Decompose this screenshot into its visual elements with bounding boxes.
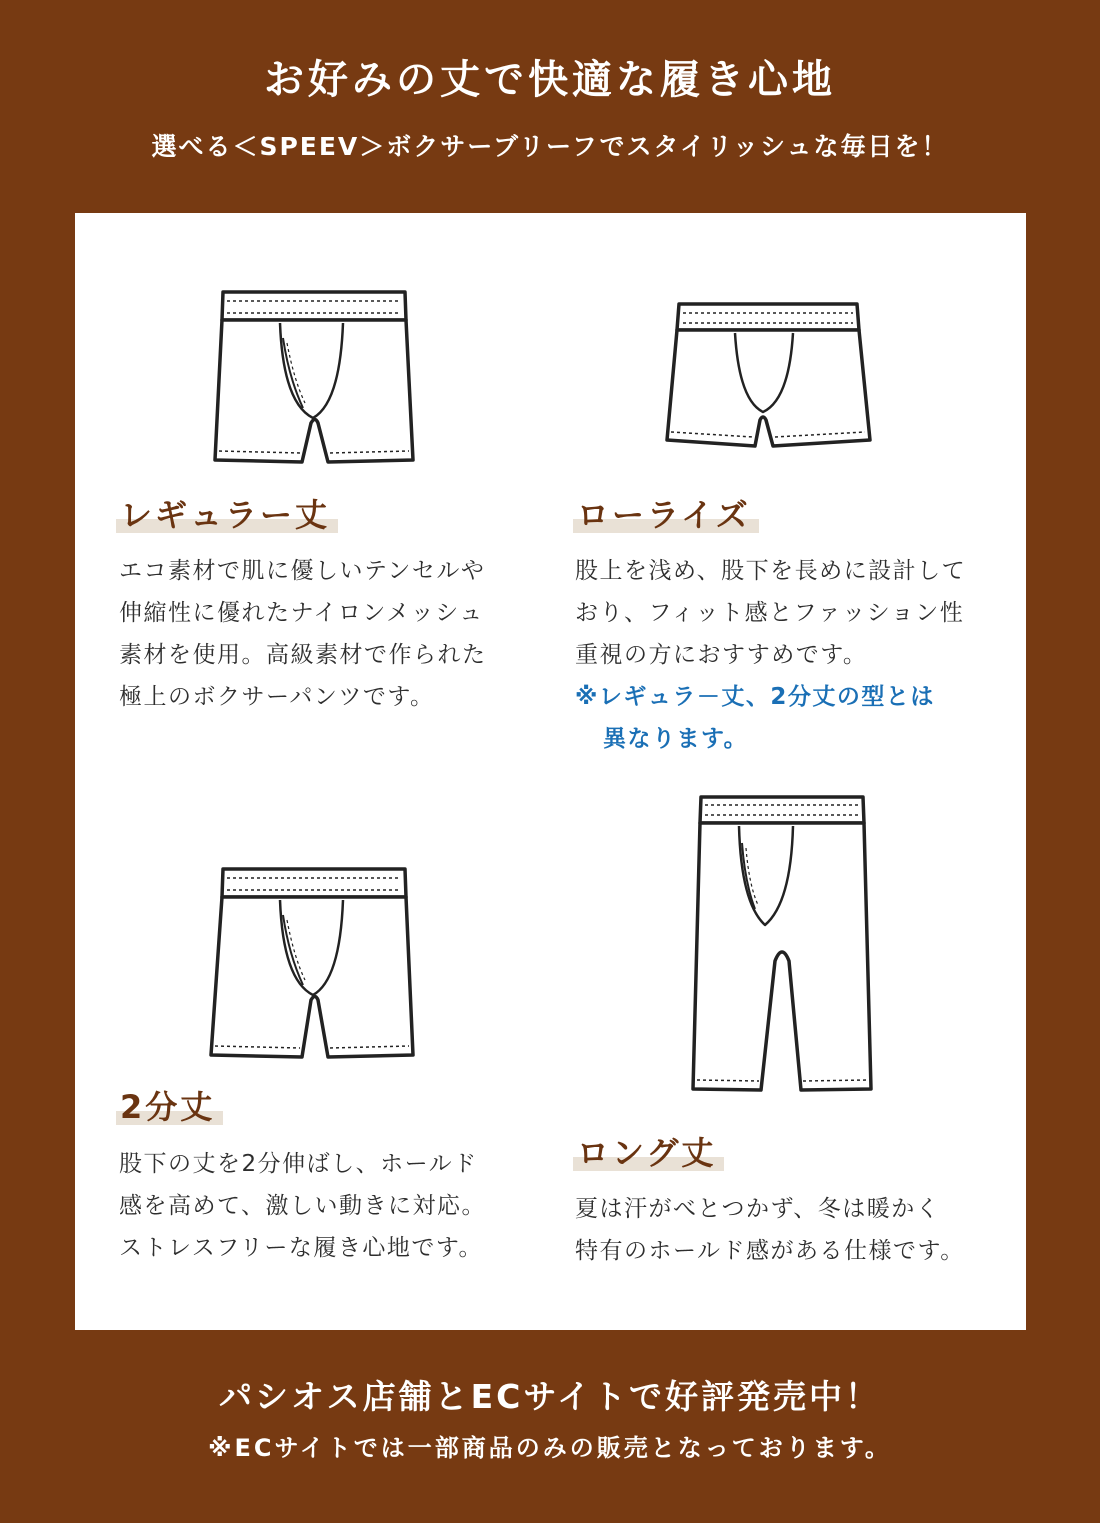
low-rise-heading xyxy=(577,493,751,537)
description-line: おり、フィット感とファッション性 xyxy=(575,600,965,626)
description-line: 夏は汗がべとつかず、冬は暖かく xyxy=(575,1196,941,1222)
regular-length-boxer-illustration xyxy=(205,288,415,468)
heading-text: 2分丈 xyxy=(120,1088,216,1126)
two-bun-length-description xyxy=(119,1143,486,1269)
description-line: 股上を浅め、股下を長めに設計して xyxy=(575,558,967,584)
regular-length-description xyxy=(119,550,487,718)
footer-note: ※ECサイトでは一部商品のみの販売となっております。 xyxy=(208,1434,892,1462)
description-line: ストレスフリーな履き心地です。 xyxy=(119,1235,484,1261)
description-line: エコ素材で肌に優しいテンセルや xyxy=(119,558,486,584)
heading-text: レギュラー丈 xyxy=(120,496,331,534)
long-length-description xyxy=(575,1188,965,1272)
heading-text: ロング丈 xyxy=(577,1134,717,1172)
description-line: 感を高めて、激しい動きに対応。 xyxy=(119,1193,487,1219)
description-line: 素材を使用。高級素材で作られた xyxy=(119,642,487,668)
footer-title: パシオス店舗とECサイトで好評発売中！ xyxy=(218,1377,882,1416)
description-line: 伸縮性に優れたナイロンメッシュ xyxy=(119,600,484,626)
regular-length-heading xyxy=(120,493,330,537)
long-length-heading xyxy=(577,1131,716,1175)
header-title: お好みの丈で快適な履き心地 xyxy=(264,57,836,103)
description-line: 股下の丈を2分伸ばし、ホールド xyxy=(119,1151,478,1177)
long-length-boxer-illustration xyxy=(687,793,877,1093)
note-line: 異なります。 xyxy=(603,726,749,752)
low-rise-note xyxy=(575,676,966,760)
description-line: 特有のホールド感がある仕様です。 xyxy=(575,1238,965,1264)
header-subtitle: 選べる＜SPEEV＞ボクサーブリーフでスタイリッシュな毎日を！ xyxy=(151,132,949,161)
low-rise-description xyxy=(575,550,966,760)
content-panel xyxy=(75,213,1026,1330)
heading-text: ローライズ xyxy=(577,496,751,534)
two-bun-length-heading xyxy=(120,1085,215,1129)
description-line: 重視の方におすすめです。 xyxy=(575,642,868,668)
description-line: 極上のボクサーパンツです。 xyxy=(119,684,435,710)
note-line: ※レギュラ－丈、2分丈の型とは xyxy=(575,684,935,710)
low-rise-boxer-illustration xyxy=(663,300,873,450)
two-bun-length-boxer-illustration xyxy=(205,865,415,1065)
